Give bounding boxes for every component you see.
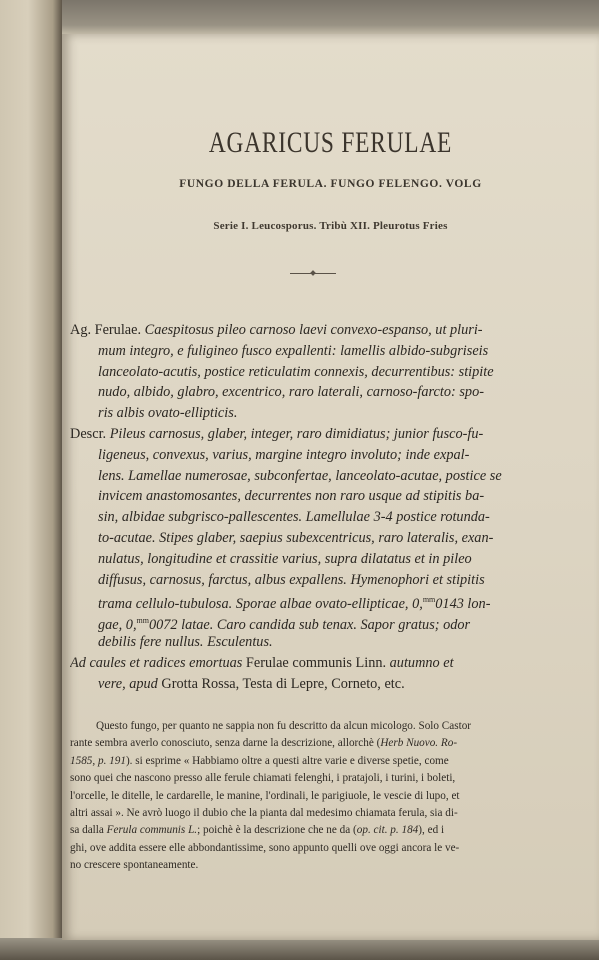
description-text: autumno et (389, 654, 454, 671)
note-text: Ferula communis L. (106, 824, 198, 837)
description-text: Pileus carnosus, glaber, integer, raro dimidiatus; junior fusco-fu- (109, 425, 484, 442)
note-text: Questo fungo, per quanto ne sappia non fu descritto da alcun micologo. Solo Castor (96, 720, 472, 732)
left-page-edge (0, 0, 62, 960)
description-text: to-acutae. Stipes glaber, saepius subexcentricus, raro lateralis, exan- (98, 529, 494, 546)
description-text: ligeneus, convexus, varius, margine integro involuto; inde expal- (98, 446, 470, 463)
note-line (70, 805, 584, 822)
note-text: 1585, p. 191 (70, 754, 126, 767)
background-top (62, 0, 599, 36)
book-page (62, 34, 599, 940)
description-text: gae, 0, (98, 616, 137, 632)
note-text: Herb Nuovo. Ro- (380, 737, 458, 750)
description-text: 0143 lon- (435, 596, 491, 612)
description-text: nudo, albido, glabro, excentrico, raro laterali, carnoso-farcto: spo- (98, 384, 484, 401)
description-text: nulatus, longitudine et crassitie varius, supra dilatatus et in pileo (98, 550, 472, 567)
description-line (70, 570, 584, 591)
description-text: sin, albidae subgrisco-pallescentes. Lamellulae 3-4 postice rotunda- (98, 509, 490, 526)
description-text: trama cellulo-tubulosa. Sporae albae ovato-ellipticae, 0, (98, 596, 423, 612)
description-text: Ferulae. (94, 322, 145, 338)
description-text: mm (422, 595, 436, 605)
note-line (70, 788, 584, 805)
description-text: lanceolato-acutis, postice reticulatim connexis, decurrentibus: stipite (98, 363, 494, 380)
description-line (70, 528, 584, 549)
description-text: debilis fere nullus. Esculentus. (98, 633, 273, 650)
note-text: sa dalla (70, 824, 107, 837)
description-text: Caespitosus pileo carnoso laevi convexo-espanso, ut pluri- (144, 322, 483, 338)
note-line (70, 735, 584, 752)
description-line (70, 653, 584, 674)
description-line (70, 590, 584, 611)
note-line (70, 857, 584, 874)
description-text: mm (136, 616, 149, 626)
taxonomy-line: Serie I. Leucosporus. Tribù XII. Pleurotus Fries (213, 220, 448, 232)
note-text: ). si esprime « Habbiamo oltre a questi altre varie e diverse spetie, come (125, 754, 449, 767)
note-text: altri assai ». Ne avrò luogo il dubio che la pianta dal medesimo chiamata ferula, sia di- (70, 806, 458, 819)
description-line (70, 362, 584, 383)
description-line (70, 445, 584, 466)
page-title: AGARICUS FERULAE (208, 126, 453, 159)
note-text: sono quei che nascono presso alle ferule chiamati felenghi, i pratajoli, i turini, i boleti, (70, 772, 456, 785)
note-line (70, 718, 584, 735)
description-line (70, 549, 584, 570)
description-text: 0072 latae. Caro candida sub tenax. Sapor gratus; odor (148, 616, 471, 632)
description-text: Ferulae communis Linn. (245, 654, 390, 671)
italian-note (70, 718, 584, 875)
description-text: Ag. (70, 322, 95, 338)
description-text: mum integro, e fuligineo fusco expallenti: lamellis albido-subgriseis (98, 342, 489, 359)
note-text: no crescere spontaneamente. (70, 859, 199, 872)
note-line (70, 770, 584, 787)
ornamental-rule (290, 273, 336, 274)
description-line (70, 382, 584, 403)
description-text: Ad caules et radices emortuas (70, 654, 246, 671)
page-subtitle: FUNGO DELLA FERULA. FUNGO FELENGO. VOLG (179, 178, 482, 190)
note-text: ghi, ove addita essere elle abbondantissime, sono appunto quelli ove oggi ancora le ve- (70, 841, 460, 854)
description-line (70, 674, 584, 695)
description-line (70, 486, 584, 507)
description-text: invicem anastomosantes, decurrentes non raro usque ad stipitis ba- (98, 488, 485, 505)
note-line (70, 753, 584, 770)
note-text: ; poichè è la descrizione che ne da ( (197, 824, 357, 837)
description-line (70, 403, 584, 424)
description-line (70, 320, 584, 341)
description-line (70, 466, 584, 487)
description-line (70, 424, 584, 445)
description-text: lens. Lamellae numerosae, subconfertae, lanceolato-acutae, postice se (98, 467, 502, 484)
description-text: Grotta Rossa, Testa di Lepre, Corneto, etc. (161, 675, 405, 692)
note-text: op. cit. p. 184 (356, 824, 419, 837)
description-line (70, 507, 584, 528)
note-text: l'orcelle, le ditelle, le cardarelle, le manine, l'ordinali, le parigiuole, le vescie di lupo, et (70, 789, 460, 802)
note-text: rante sembra averlo conosciuto, senza darne la descrizione, allorchè ( (70, 737, 381, 750)
latin-description (70, 320, 584, 694)
description-line (70, 341, 584, 362)
description-line (70, 611, 584, 632)
description-text: Descr. (70, 425, 110, 442)
description-text: diffusus, carnosus, farctus, albus expallens. Hymenophori et stipitis (98, 571, 485, 588)
description-text: ris albis ovato-ellipticis. (98, 405, 238, 422)
description-line (70, 632, 584, 653)
note-line (70, 822, 584, 839)
note-line (70, 840, 584, 857)
description-text: vere, apud (98, 675, 162, 692)
background-bottom (0, 938, 599, 960)
note-text: ), ed i (418, 824, 445, 837)
